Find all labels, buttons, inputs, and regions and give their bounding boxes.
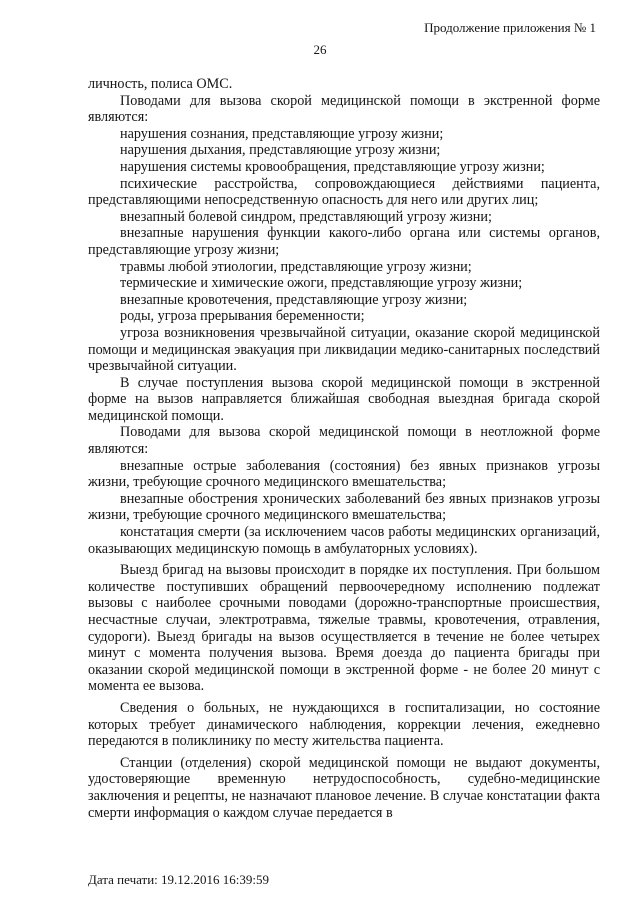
paragraph: личность, полиса ОМС. — [88, 76, 233, 92]
list-item: нарушения дыхания, представляющие угрозу жизни; — [120, 142, 441, 159]
list-item: внезапные нарушения функции какого-либо органа или системы органов, представляющие угрозу жизни; — [88, 225, 600, 258]
document-body — [88, 76, 600, 821]
paragraph: Станции (отделения) скорой медицинской помощи не выдают документы, удостоверяющие временную нетрудоспособность, судебно-медицинские заключения и рецепты, не назначают плановое лечение. В случае констатации факта смерти информация о каждом случае передается в — [88, 754, 600, 821]
list-item: термические и химические ожоги, представляющие угрозу жизни; — [120, 275, 523, 292]
list-item: нарушения сознания, представляющие угрозу жизни; — [120, 125, 444, 142]
paragraph: Поводами для вызова скорой медицинской помощи в неотложной форме являются: — [88, 424, 600, 458]
list-item: нарушения системы кровообращения, представляющие угрозу жизни; — [120, 158, 545, 175]
list-item: травмы любой этиологии, представляющие угрозу жизни; — [120, 258, 472, 275]
paragraph: Поводами для вызова скорой медицинской помощи в экстренной форме являются: — [88, 92, 600, 126]
page-number: 26 — [313, 42, 327, 57]
print-date: Дата печати: 19.12.2016 16:39:59 — [88, 872, 270, 887]
paragraph: Сведения о больных, не нуждающихся в госпитализации, но состояние которых требует динамического наблюдения, коррекции лечения, ежедневно передаются в поликлинику по месту жительства пациента. — [88, 699, 600, 750]
paragraph: Выезд бригад на вызовы происходит в порядке их поступления. При большом количестве поступивших обращений первоочередному исполнению подлежат вызовы с наиболее срочными поводами (дорожно-транспортные происшествия, несчастные случаи, электротравма, тяжелые травмы, кровотечения, отравления, судороги). Выезд бригады на вызов осуществляется в течение не более четырех минут с момента получения вызова. Время доезда до пациента бригады при оказании скорой медицинской помощи в экстренной форме - не более 20 минут с момента ее вызова. — [88, 562, 600, 695]
list-item: психические расстройства, сопровождающиеся действиями пациента, представляющими непосредственную опасность для него или других лиц; — [88, 175, 600, 209]
list-item: констатация смерти (за исключением часов работы медицинских организаций, оказывающих медицинскую помощь в амбулаторных условиях). — [88, 524, 600, 557]
continuation-label: Продолжение приложения № 1 — [424, 20, 596, 35]
list-item: внезапные острые заболевания (состояния) без явных признаков угрозы жизни, требующие срочного медицинского вмешательства; — [88, 457, 600, 491]
list-item: внезапные кровотечения, представляющие угрозу жизни; — [120, 291, 468, 308]
list-item: внезапный болевой синдром, представляющий угрозу жизни; — [120, 208, 492, 225]
list-item: внезапные обострения хронических заболеваний без явных признаков угрозы жизни, требующие срочного медицинского вмешательства; — [88, 490, 600, 524]
list-item: роды, угроза прерывания беременности; — [120, 308, 365, 325]
paragraph: В случае поступления вызова скорой медицинской помощи в экстренной форме на вызов направляется ближайшая свободная выездная бригада скорой медицинской помощи. — [88, 374, 600, 424]
list-item: угроза возникновения чрезвычайной ситуации, оказание скорой медицинской помощи и медицинская эвакуация при ликвидации медико-санитарных последствий чрезвычайной ситуации. — [88, 324, 600, 375]
